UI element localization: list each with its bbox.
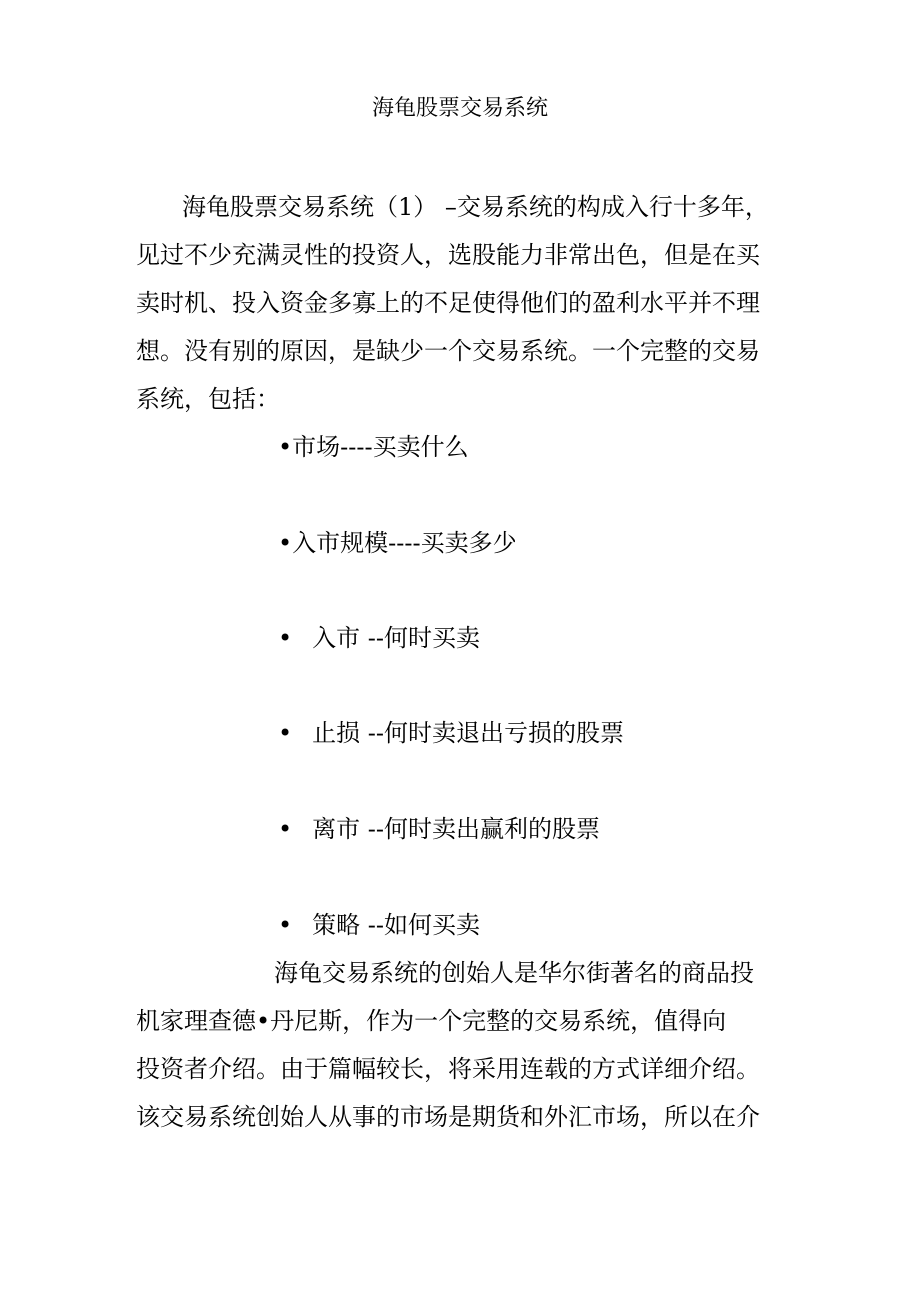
list-item	[278, 526, 517, 560]
list-item	[278, 621, 480, 655]
document-title: 海龟股票交易系统	[371, 96, 548, 121]
list-item	[278, 812, 600, 846]
list-item-text: 市场----买卖什么	[292, 433, 469, 461]
list-item	[278, 908, 480, 942]
paragraph-line: 见过不少充满灵性的投资人，选股能力非常出色，但是在买	[136, 241, 760, 269]
list-item-text: 离市 --何时卖出赢利的股票	[312, 815, 601, 843]
list-item-text: 入市规模----买卖多少	[292, 529, 517, 557]
paragraph-line: 系统，包括：	[136, 385, 280, 413]
paragraph-line: 海龟股票交易系统（1） –交易系统的构成入行十多年，	[182, 193, 769, 221]
list-item-text: 入市 --何时买卖	[312, 624, 481, 652]
list-item	[278, 430, 469, 464]
bullet-marker: •	[278, 719, 293, 747]
paragraph-line: 机家理查德•丹尼斯，作为一个完整的交易系统，值得向	[136, 1007, 727, 1035]
paragraph-line: 该交易系统创始人从事的市场是期货和外汇市场，所以在介	[136, 1103, 760, 1131]
bullet-marker: •	[278, 624, 293, 652]
bullet-marker: •	[278, 911, 293, 939]
bullet-marker: •	[278, 433, 293, 461]
paragraph-line: 卖时机、投入资金多寡上的不足使得他们的盈利水平并不理	[136, 289, 760, 317]
paragraph-line: 想。没有别的原因，是缺少一个交易系统。一个完整的交易	[136, 337, 760, 365]
paragraph-line: 海龟交易系统的创始人是华尔街著名的商品投	[274, 959, 754, 987]
list-item	[278, 716, 624, 750]
list-item-text: 止损 --何时卖退出亏损的股票	[312, 719, 625, 747]
list-item-text: 策略 --如何买卖	[312, 911, 481, 939]
bullet-marker: •	[278, 815, 293, 843]
bullet-marker: •	[278, 529, 293, 557]
paragraph-line: 投资者介绍。由于篇幅较长，将采用连载的方式详细介绍。	[136, 1055, 760, 1083]
